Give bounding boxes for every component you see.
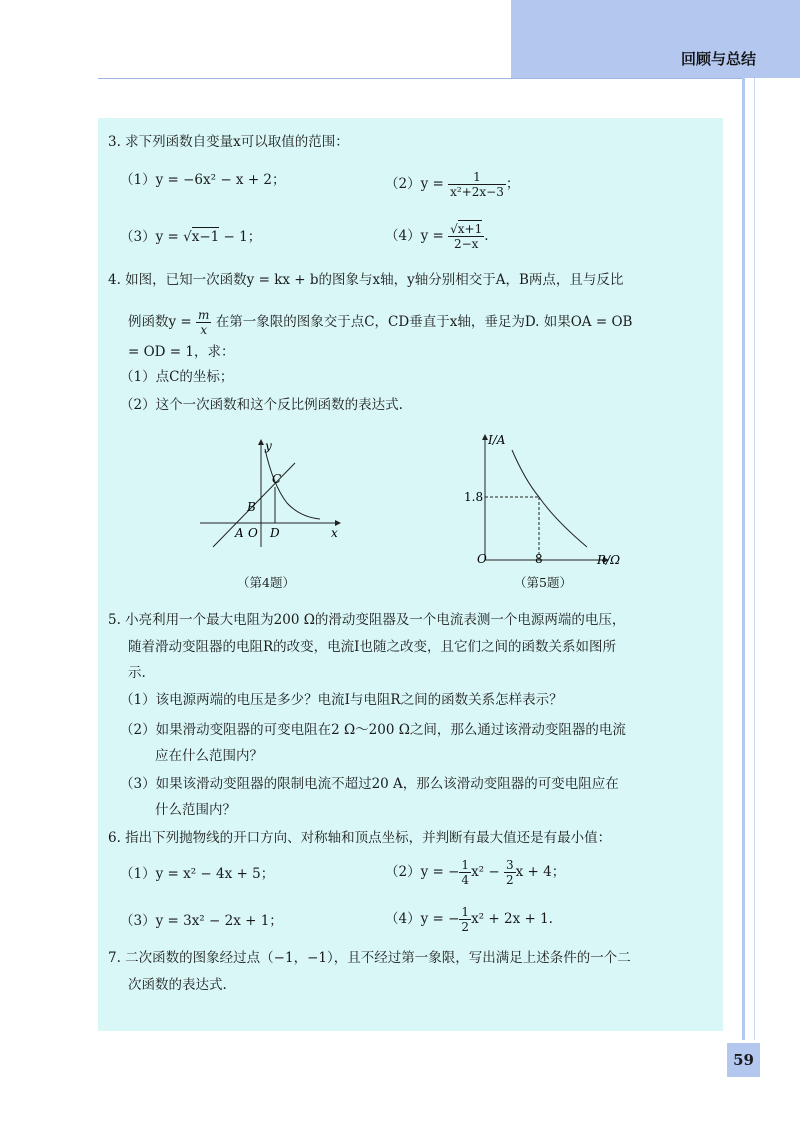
- exercise-panel: [98, 118, 723, 1031]
- q3-part2: （2）y = $\frac{1}{\text{x²+2x−3}}$ ；: [385, 170, 520, 199]
- q5-line2: 随着滑动变阻器的电阻R的改变，电流I也随之改变，且它们之间的函数关系如图所: [128, 639, 616, 655]
- header-tab: [511, 0, 800, 78]
- q6-part2-frac1: $\frac{1}{4}$: [461, 858, 470, 887]
- header-divider: [98, 78, 743, 79]
- fig5-caption: （第5题）: [514, 575, 572, 590]
- fig4-label-B: B: [247, 500, 256, 514]
- q5-part3b: 什么范围内？: [155, 802, 236, 818]
- q4-line3: = OD = 1，求：: [128, 344, 235, 360]
- header-title: 回顾与总结: [680, 50, 756, 68]
- figure-5: [455, 430, 630, 570]
- q6-part2-frac2: $\frac{3}{2}$: [506, 858, 514, 887]
- fig4-label-O: O: [248, 526, 258, 540]
- q4-part2: （2）这个一次函数和这个反比例函数的表达式.: [120, 397, 403, 413]
- fig5-label-origin: O: [477, 552, 487, 566]
- q6-part1: （1）y = x² − 4x + 5；: [120, 866, 275, 882]
- q5-part1: （1）该电源两端的电压是多少？电流I与电阻R之间的函数关系怎样表示？: [120, 692, 563, 708]
- q3-part1: （1）y = −6x² − x + 2；: [120, 172, 286, 188]
- figure-4: [195, 435, 345, 550]
- q5-part3a: （3）如果该滑动变阻器的限制电流不超过20 A，那么该滑动变阻器的可变电阻应在: [120, 776, 619, 792]
- q3-part4-fraction: $\frac{√x+1}{2-x}$: [450, 222, 483, 251]
- side-rule: [742, 78, 745, 1040]
- page-number: 59: [727, 1043, 760, 1077]
- q6-part4: （4）y = − $\frac{1}{2}$ x² + 2x + 1.: [385, 905, 553, 934]
- q7-line2: 次函数的表达式.: [128, 977, 227, 993]
- fig4-label-D: D: [270, 526, 280, 540]
- fig4-label-x: x: [331, 526, 338, 540]
- q4-line1: 4. 如图，已知一次函数y = kx + b的图象与x轴，y轴分别相交于A，B两点，且与反比: [108, 272, 624, 288]
- q5-line3: 示.: [128, 665, 146, 681]
- fig4-label-A: A: [235, 526, 244, 540]
- q5-line1: 5. 小亮利用一个最大电阻为200 Ω的滑动变阻器及一个电流表测一个电源两端的电压，: [108, 612, 626, 628]
- fig5-label-x-axis: R/Ω: [597, 553, 621, 567]
- fig4-caption: （第4题）: [237, 575, 295, 590]
- q6-part3: （3）y = 3x² − 2x + 1；: [120, 913, 283, 929]
- fig5-label-y-tick: 1.8: [464, 490, 484, 504]
- q3-part4: （4）y = $\frac{√x+1}{2-x}$ .: [385, 222, 489, 251]
- fig4-label-C: C: [272, 472, 282, 486]
- q7-line1: 7. 二次函数的图象经过点（−1，−1），且不经过第一象限，写出满足上述条件的一个二: [108, 950, 631, 966]
- q6-stem: 6. 指出下列抛物线的开口方向、对称轴和顶点坐标，并判断有最大值还是有最小值：: [108, 830, 612, 846]
- q4-line2: 例函数y = $\frac{m}{x}$ 在第一象限的图象交于点C，CD垂直于x轴，垂足为D. 如果OA = OB: [128, 308, 633, 337]
- fig5-label-y-axis: I/A: [488, 433, 506, 447]
- q5-part2b: 应在什么范围内？: [155, 748, 263, 764]
- q4-fraction: $\frac{m}{x}$: [198, 308, 210, 337]
- fig4-y-arrow: [258, 439, 264, 445]
- fig5-label-x-tick: 8: [535, 552, 543, 566]
- q3-part2-fraction: $\frac{1}{\text{x²+2x−3}}$: [450, 170, 504, 199]
- q5-part2a: （2）如果滑动变阻器的可变电阻在2 Ω～200 Ω之间，那么通过该滑动变阻器的电流: [120, 722, 626, 738]
- q6-part2: （2）y = − $\frac{1}{4}$ x² − $\frac{3}{2}$ x + 4；: [385, 858, 566, 887]
- q6-part4-frac: $\frac{1}{2}$: [461, 905, 470, 934]
- q3-part3: （3）y = √x−1 − 1；: [120, 229, 262, 245]
- q4-part1: （1）点C的坐标；: [120, 369, 234, 385]
- q3-stem: 3. 求下列函数自变量x可以取值的范围：: [108, 134, 349, 150]
- side-rule-thin: [754, 78, 755, 1040]
- fig5-curve: [512, 450, 587, 547]
- fig4-label-y: y: [265, 439, 272, 453]
